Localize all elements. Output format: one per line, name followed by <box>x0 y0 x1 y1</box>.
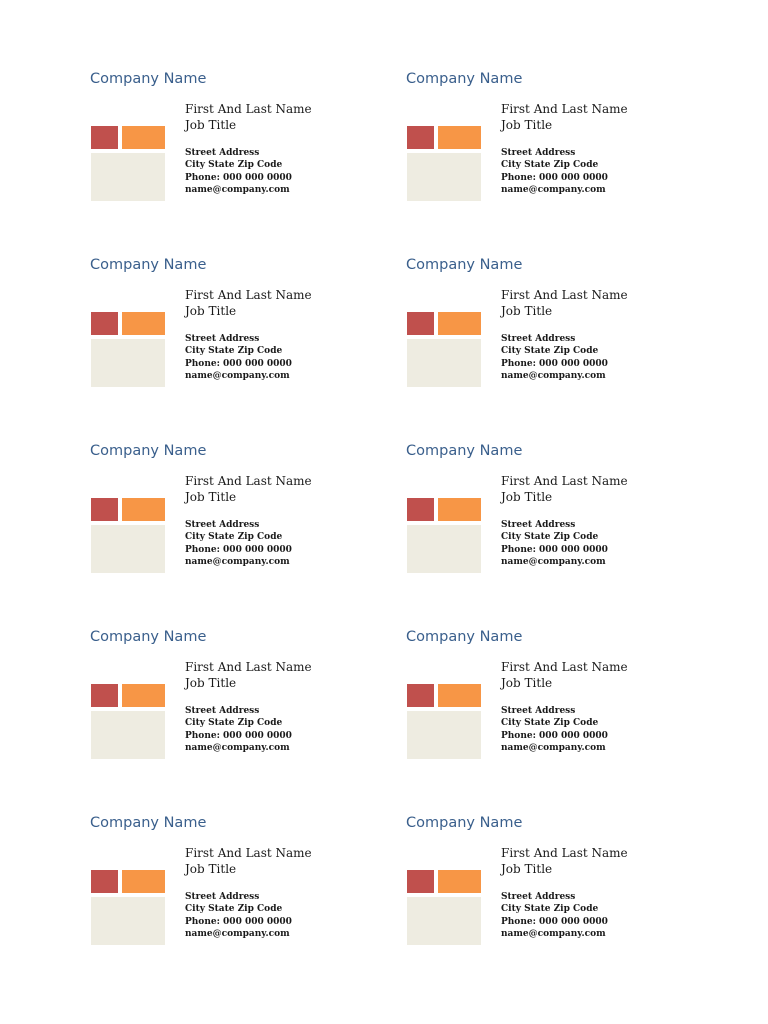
full-name: First And Last Name <box>185 846 312 860</box>
full-name: First And Last Name <box>185 660 312 674</box>
full-name: First And Last Name <box>501 288 628 302</box>
full-name: First And Last Name <box>501 660 628 674</box>
phone-number: Phone: 000 000 0000 <box>185 544 292 555</box>
logo-orange-block <box>122 312 165 335</box>
logo-graphic <box>91 684 165 760</box>
company-name: Company Name <box>90 815 207 831</box>
logo-graphic <box>91 498 165 574</box>
logo-orange-block <box>438 312 481 335</box>
business-card <box>90 628 380 788</box>
logo-base-block <box>91 711 165 759</box>
phone-number: Phone: 000 000 0000 <box>185 916 292 927</box>
job-title: Job Title <box>185 862 237 876</box>
person-info <box>185 101 312 133</box>
company-name: Company Name <box>90 71 207 87</box>
email-address: name@company.com <box>185 370 290 381</box>
full-name: First And Last Name <box>185 102 312 116</box>
company-name: Company Name <box>406 629 523 645</box>
phone-number: Phone: 000 000 0000 <box>185 172 292 183</box>
city-state-zip: City State Zip Code <box>185 346 283 357</box>
logo-base-block <box>407 897 481 945</box>
company-name: Company Name <box>406 815 523 831</box>
logo-orange-block <box>438 498 481 521</box>
logo-base-block <box>407 711 481 759</box>
contact-info <box>501 891 608 940</box>
logo-graphic <box>407 126 481 202</box>
phone-number: Phone: 000 000 0000 <box>501 730 608 741</box>
logo-base-block <box>407 339 481 387</box>
phone-number: Phone: 000 000 0000 <box>185 358 292 369</box>
business-card <box>406 814 696 974</box>
company-name: Company Name <box>90 629 207 645</box>
job-title: Job Title <box>185 676 237 690</box>
street-address: Street Address <box>185 148 260 158</box>
person-info <box>501 101 628 133</box>
logo-base-block <box>407 525 481 573</box>
job-title: Job Title <box>501 676 553 690</box>
logo-orange-block <box>438 684 481 707</box>
contact-info <box>185 333 292 382</box>
logo-red-block <box>407 126 434 149</box>
person-info <box>185 659 312 691</box>
phone-number: Phone: 000 000 0000 <box>501 172 608 183</box>
business-card <box>90 442 380 602</box>
email-address: name@company.com <box>501 928 606 939</box>
city-state-zip: City State Zip Code <box>185 904 283 915</box>
contact-info <box>185 705 292 754</box>
street-address: Street Address <box>501 706 576 716</box>
email-address: name@company.com <box>185 742 290 753</box>
email-address: name@company.com <box>501 184 606 195</box>
city-state-zip: City State Zip Code <box>501 532 599 543</box>
logo-graphic <box>407 498 481 574</box>
email-address: name@company.com <box>501 370 606 381</box>
logo-graphic <box>407 312 481 388</box>
job-title: Job Title <box>185 490 237 504</box>
full-name: First And Last Name <box>185 288 312 302</box>
company-name: Company Name <box>406 71 523 87</box>
logo-graphic <box>407 870 481 946</box>
street-address: Street Address <box>185 706 260 716</box>
city-state-zip: City State Zip Code <box>185 532 283 543</box>
company-name: Company Name <box>90 443 207 459</box>
logo-orange-block <box>122 126 165 149</box>
person-info <box>501 845 628 877</box>
city-state-zip: City State Zip Code <box>501 346 599 357</box>
logo-red-block <box>407 498 434 521</box>
contact-info <box>501 519 608 568</box>
logo-base-block <box>91 153 165 201</box>
company-name: Company Name <box>90 257 207 273</box>
business-card <box>406 256 696 416</box>
logo-graphic <box>91 870 165 946</box>
logo-orange-block <box>122 498 165 521</box>
business-card <box>406 442 696 602</box>
job-title: Job Title <box>501 862 553 876</box>
logo-orange-block <box>438 870 481 893</box>
logo-red-block <box>407 684 434 707</box>
full-name: First And Last Name <box>501 102 628 116</box>
logo-base-block <box>91 897 165 945</box>
person-info <box>501 473 628 505</box>
city-state-zip: City State Zip Code <box>501 904 599 915</box>
logo-red-block <box>407 312 434 335</box>
city-state-zip: City State Zip Code <box>501 160 599 171</box>
business-card <box>406 628 696 788</box>
logo-red-block <box>407 870 434 893</box>
full-name: First And Last Name <box>185 474 312 488</box>
city-state-zip: City State Zip Code <box>185 160 283 171</box>
company-name: Company Name <box>406 443 523 459</box>
street-address: Street Address <box>501 334 576 344</box>
phone-number: Phone: 000 000 0000 <box>501 916 608 927</box>
contact-info <box>501 147 608 196</box>
job-title: Job Title <box>185 304 237 318</box>
email-address: name@company.com <box>185 928 290 939</box>
street-address: Street Address <box>185 892 260 902</box>
street-address: Street Address <box>501 148 576 158</box>
logo-red-block <box>91 498 118 521</box>
logo-orange-block <box>438 126 481 149</box>
logo-orange-block <box>122 870 165 893</box>
full-name: First And Last Name <box>501 846 628 860</box>
logo-base-block <box>91 339 165 387</box>
business-card <box>90 70 380 230</box>
email-address: name@company.com <box>185 556 290 567</box>
person-info <box>185 287 312 319</box>
contact-info <box>501 705 608 754</box>
contact-info <box>185 147 292 196</box>
logo-red-block <box>91 870 118 893</box>
street-address: Street Address <box>501 520 576 530</box>
phone-number: Phone: 000 000 0000 <box>185 730 292 741</box>
contact-info <box>501 333 608 382</box>
person-info <box>185 473 312 505</box>
logo-red-block <box>91 312 118 335</box>
business-card <box>406 70 696 230</box>
contact-info <box>185 519 292 568</box>
person-info <box>185 845 312 877</box>
logo-graphic <box>91 126 165 202</box>
person-info <box>501 659 628 691</box>
job-title: Job Title <box>501 118 553 132</box>
job-title: Job Title <box>501 490 553 504</box>
contact-info <box>185 891 292 940</box>
business-card <box>90 256 380 416</box>
logo-red-block <box>91 126 118 149</box>
phone-number: Phone: 000 000 0000 <box>501 544 608 555</box>
street-address: Street Address <box>501 892 576 902</box>
job-title: Job Title <box>185 118 237 132</box>
logo-red-block <box>91 684 118 707</box>
company-name: Company Name <box>406 257 523 273</box>
person-info <box>501 287 628 319</box>
street-address: Street Address <box>185 334 260 344</box>
email-address: name@company.com <box>501 556 606 567</box>
phone-number: Phone: 000 000 0000 <box>501 358 608 369</box>
logo-orange-block <box>122 684 165 707</box>
job-title: Job Title <box>501 304 553 318</box>
logo-graphic <box>91 312 165 388</box>
email-address: name@company.com <box>501 742 606 753</box>
email-address: name@company.com <box>185 184 290 195</box>
full-name: First And Last Name <box>501 474 628 488</box>
city-state-zip: City State Zip Code <box>185 718 283 729</box>
street-address: Street Address <box>185 520 260 530</box>
logo-base-block <box>91 525 165 573</box>
business-card <box>90 814 380 974</box>
logo-graphic <box>407 684 481 760</box>
logo-base-block <box>407 153 481 201</box>
city-state-zip: City State Zip Code <box>501 718 599 729</box>
